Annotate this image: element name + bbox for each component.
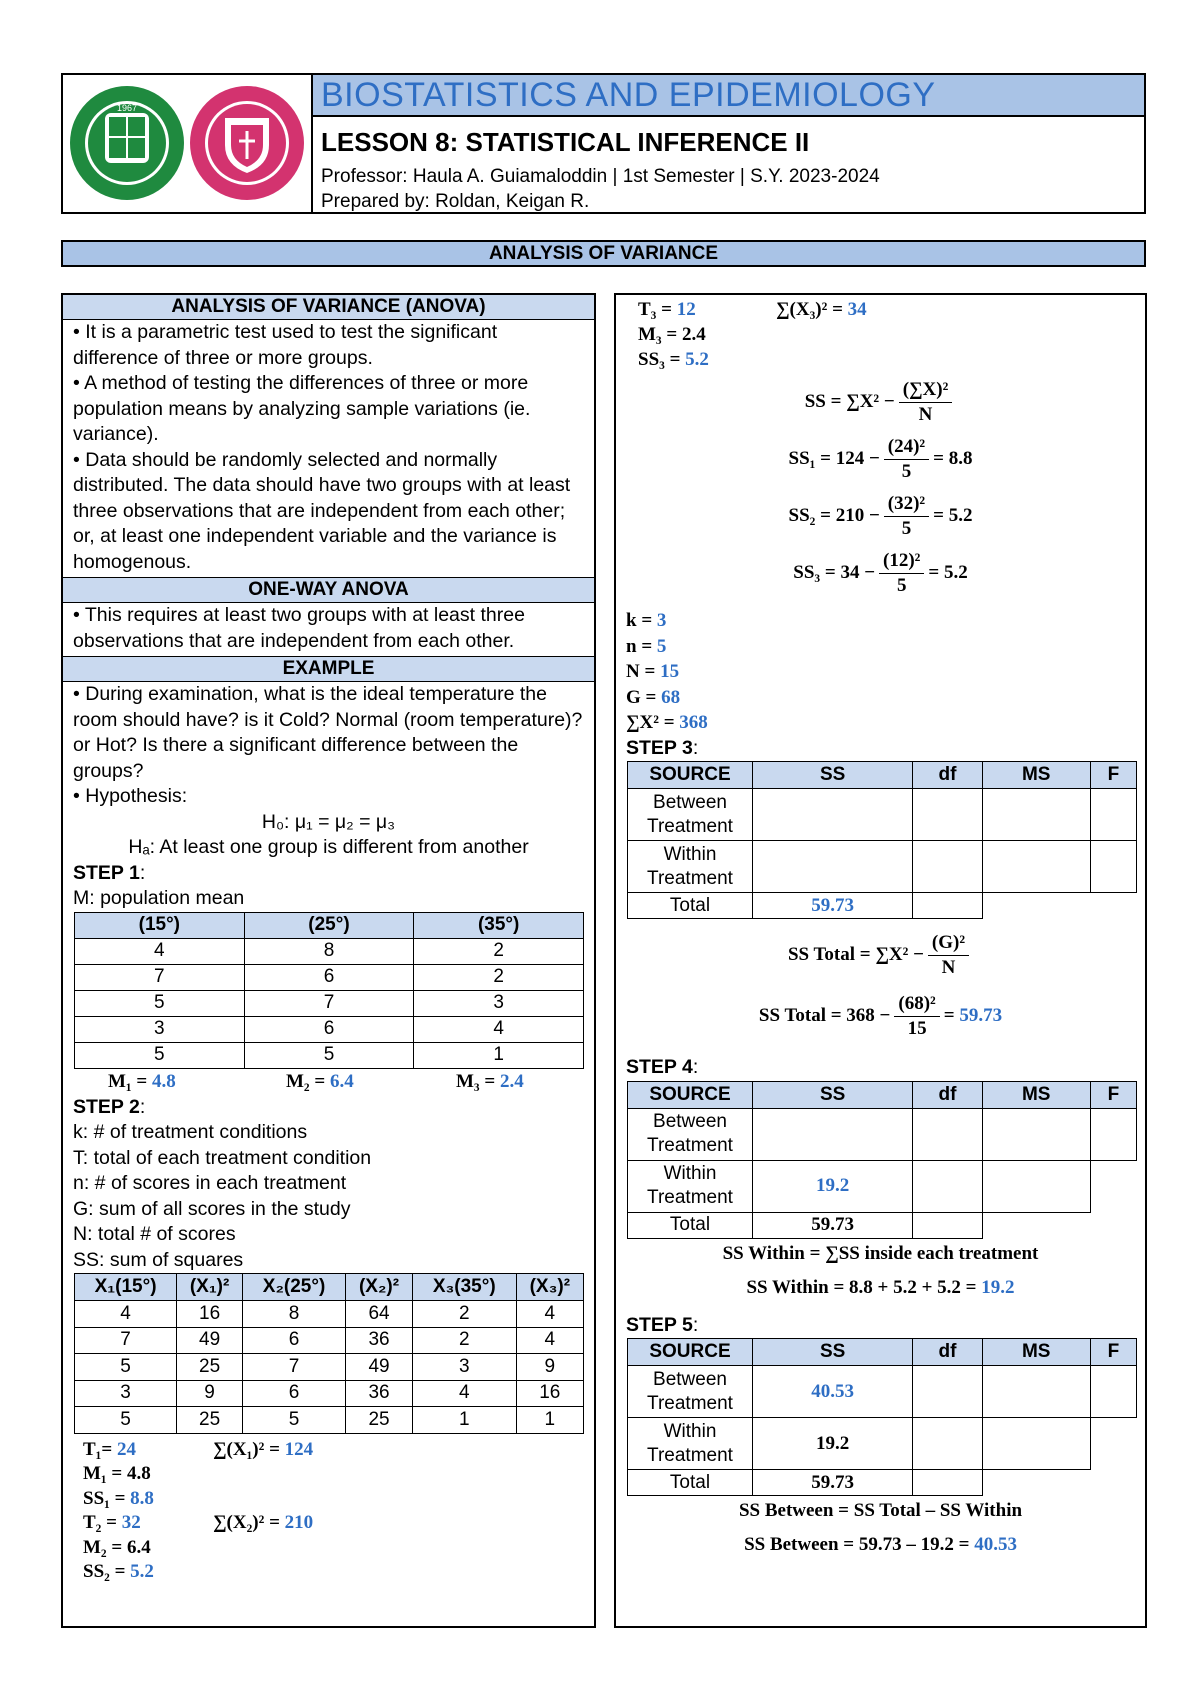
null-hypothesis: H₀: μ₁ = μ₂ = μ₃ [261, 810, 396, 833]
table-row [75, 1327, 584, 1354]
ss3-formula: SS₃ = 34 − $\frac{\text{(12)²}}{5}$ = 5.2 [793, 550, 968, 596]
table-header: SOURCE [628, 762, 753, 789]
step5-label: STEP 5: [626, 1313, 699, 1336]
step2-label: STEP 2: [73, 1095, 146, 1118]
table-cell: 6 [242, 1380, 345, 1407]
table-header: SS [753, 1081, 913, 1108]
anova-bullet-1: • It is a parametric test used to test the significant difference of three or more groups. [73, 321, 498, 369]
table-cell: 5 [244, 1042, 414, 1068]
table-cell: 6 [244, 1016, 414, 1042]
ss1-formula: SS₁ = 124 − $\frac{\text{(24)²}}{5}$ = 8.8 [788, 436, 973, 482]
table-header: F [1090, 1081, 1136, 1108]
lesson-title: LESSON 8: STATISTICAL INFERENCE II [321, 127, 810, 157]
parameter-item: ∑X² = 368 [626, 712, 708, 733]
course-title: BIOSTATISTICS AND EPIDEMIOLOGY [313, 75, 1144, 117]
table-cell: 25 [177, 1354, 243, 1381]
example-heading: EXAMPLE [63, 656, 594, 682]
definition-item: n: # of scores in each treatment [73, 1172, 347, 1194]
step1-label: STEP 1: [73, 861, 146, 884]
table-cell: 9 [177, 1380, 243, 1407]
parameter-item: N = 15 [626, 661, 680, 682]
table-cell: 25 [346, 1407, 413, 1434]
definition-item: T: total of each treatment condition [73, 1146, 372, 1169]
anova-bullet-2: • A method of testing the differences of three or more population means by analyzing sample variations (ie. variance). [73, 372, 531, 445]
table-header: (X₁)² [177, 1274, 243, 1301]
table-cell: 2 [412, 1327, 516, 1354]
table-header: (15°) [75, 912, 245, 938]
table-header: X₁(15°) [75, 1274, 177, 1301]
definitions-list [63, 1120, 594, 1273]
definition-item: G: sum of all scores in the study [73, 1197, 351, 1220]
table-cell: 25 [177, 1407, 243, 1434]
table-row [75, 1042, 584, 1068]
table-cell: 5 [242, 1407, 345, 1434]
table-header: F [1090, 1339, 1136, 1366]
sstotal-calc: SS Total = 368 − $\frac{\text{(68)²}}{15}$ = 59.73 [758, 993, 1003, 1039]
table-header: SS [753, 1339, 913, 1366]
table-cell: 3 [75, 1380, 177, 1407]
table-row [75, 1301, 584, 1328]
oneway-heading: ONE-WAY ANOVA [63, 577, 594, 603]
table-cell: 8 [244, 938, 414, 964]
table-cell: 2 [414, 938, 584, 964]
right-column [614, 293, 1147, 1628]
table-row [75, 1016, 584, 1042]
table-cell: 7 [75, 1327, 177, 1354]
table-cell: 36 [346, 1327, 413, 1354]
table-header: df [913, 1081, 982, 1108]
table-row [75, 990, 584, 1016]
table-cell: 4 [75, 1301, 177, 1328]
table-cell: 3 [414, 990, 584, 1016]
professor-line: Professor: Haula A. Guiamaloddin | 1st Semester | S.Y. 2023-2024 [321, 166, 880, 187]
table-cell: 4 [516, 1327, 583, 1354]
treatment-sums: T₁= 24 ∑(X₁)² = 124 M₁ = 4.8 SS₁ = 8.8 T₂ = 32 ∑(X₂)² = 210 M₂ = 6.4 SS₂ = 5.2 [83, 1438, 314, 1582]
step1-note: M: population mean [73, 887, 245, 909]
temperature-table [74, 912, 584, 1069]
table-cell: 1 [412, 1407, 516, 1434]
header [61, 73, 1146, 214]
table-cell: 3 [75, 1016, 245, 1042]
table-cell: 5 [75, 990, 245, 1016]
definition-item: N: total # of scores [73, 1223, 236, 1245]
table-row [75, 1354, 584, 1381]
ssbetween-definition: SS Between = SS Total – SS Within [738, 1500, 1023, 1521]
group3-sums: T₃ = 12 ∑(X₃)² = 34 M₃ = 2.4 SS₃ = 5.2 [638, 299, 867, 370]
table-cell: 4 [412, 1380, 516, 1407]
table-cell: 7 [75, 964, 245, 990]
table-cell: 6 [244, 964, 414, 990]
table-header: (25°) [244, 912, 414, 938]
ss2-formula: SS₂ = 210 − $\frac{\text{(32)²}}{5}$ = 5.2 [788, 493, 973, 539]
table-cell: 5 [75, 1354, 177, 1381]
table-cell: 7 [242, 1354, 345, 1381]
group-means: M₁ = 4.8 M₂ = 6.4 M₃ = 2.4 [108, 1070, 524, 1092]
sswithin-calc: SS Within = 8.8 + 5.2 + 5.2 = 19.2 [746, 1276, 1015, 1298]
squares-table [74, 1273, 584, 1434]
table-header: df [913, 762, 982, 789]
table-cell: 2 [412, 1301, 516, 1328]
table-cell: 49 [177, 1327, 243, 1354]
university-seal-logo [67, 83, 187, 203]
table-header: SOURCE [628, 1339, 753, 1366]
table-cell: 8 [242, 1301, 345, 1328]
table-cell: 5 [75, 1042, 245, 1068]
table-header: MS [982, 762, 1090, 789]
anova-table-step4: SOURCE SS df MS F Between Treatment Within Treatment 19.2 Total 59.73 [627, 1081, 1137, 1239]
table-cell: 4 [516, 1301, 583, 1328]
table-cell: 4 [414, 1016, 584, 1042]
table-row [75, 938, 584, 964]
table-header: MS [982, 1081, 1090, 1108]
table-row [75, 1380, 584, 1407]
ssbetween-calc: SS Between = 59.73 – 19.2 = 40.53 [744, 1534, 1017, 1555]
table-header: (X₂)² [346, 1274, 413, 1301]
table-cell: 5 [75, 1407, 177, 1434]
sstotal-formula: SS Total = ∑X² − $\frac{\text{(G)²}}{N}$ [616, 931, 1145, 980]
section-title: ANALYSIS OF VARIANCE [61, 240, 1146, 267]
table-row [75, 964, 584, 990]
table-header: (35°) [414, 912, 584, 938]
table-cell: 64 [346, 1301, 413, 1328]
logos [63, 75, 313, 212]
table-cell: 4 [75, 938, 245, 964]
table-header: MS [982, 1339, 1090, 1366]
svg-text:1967: 1967 [116, 103, 138, 113]
anova-table-step3: SOURCE SS df MS F Between Treatment Within Treatment Total 59.73 [627, 761, 1137, 919]
step4-label: STEP 4: [626, 1056, 699, 1078]
table-cell: 36 [346, 1380, 413, 1407]
header-text [313, 75, 1144, 212]
parameter-item: n = 5 [626, 635, 667, 657]
ss-formula: SS = ∑X² − $\frac{\text{(∑X)²}}{N}$ [616, 378, 1145, 427]
definition-item: k: # of treatment conditions [73, 1121, 308, 1143]
table-header: X₂(25°) [242, 1274, 345, 1301]
example-bullet-1: • During examination, what is the ideal temperature the room should have? is it Cold? Normal (room temperature)? or Hot? Is there a significant difference between the groups? [73, 683, 583, 782]
table-cell: 49 [346, 1354, 413, 1381]
parameter-item: k = 3 [626, 610, 667, 631]
table-cell: 7 [244, 990, 414, 1016]
left-column [61, 293, 596, 1628]
table-header: F [1090, 762, 1136, 789]
alt-hypothesis: Hₐ: At least one group is different from another [128, 836, 529, 858]
table-cell: 16 [516, 1380, 583, 1407]
example-bullet-2: • Hypothesis: [73, 785, 188, 807]
table-header: (X₃)² [516, 1274, 583, 1301]
anova-bullet-3: • Data should be randomly selected and normally distributed. The data should have two groups with at least three observations that are independent from each other; or, at least one independent variable and the variance is homogenous. [73, 448, 571, 573]
table-cell: 16 [177, 1301, 243, 1328]
table-cell: 3 [412, 1354, 516, 1381]
step3-label: STEP 3: [626, 736, 699, 759]
table-header: SS [753, 762, 913, 789]
table-header: SOURCE [628, 1081, 753, 1108]
parameter-item: G = 68 [626, 686, 681, 708]
anova-table-step5: SOURCE SS df MS F Between Treatment 40.53 Within Treatment 19.2 Total 59.73 [627, 1338, 1137, 1496]
table-header: df [913, 1339, 982, 1366]
table-cell: 9 [516, 1354, 583, 1381]
table-cell: 1 [516, 1407, 583, 1434]
table-cell: 6 [242, 1327, 345, 1354]
definition-item: SS: sum of squares [73, 1248, 244, 1271]
sswithin-definition: SS Within = ∑SS inside each treatment [722, 1242, 1039, 1264]
table-header: X₃(35°) [412, 1274, 516, 1301]
table-cell: 2 [414, 964, 584, 990]
parameters-list [616, 608, 1145, 736]
table-cell: 1 [414, 1042, 584, 1068]
table-row [75, 1407, 584, 1434]
anova-heading: ANALYSIS OF VARIANCE (ANOVA) [63, 295, 594, 320]
oneway-bullet: • This requires at least two groups with at least three observations that are independent from each other. [73, 604, 525, 652]
college-seal-logo [187, 83, 307, 203]
prepared-by-line: Prepared by: Roldan, Keigan R. [321, 191, 590, 212]
